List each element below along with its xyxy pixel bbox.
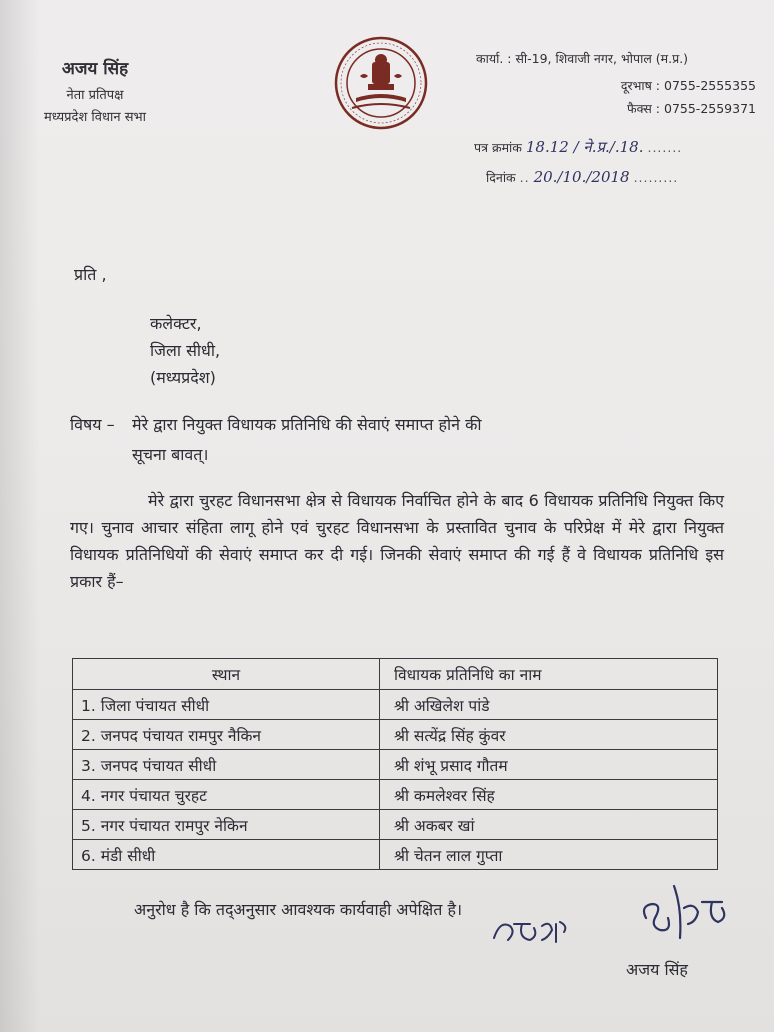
addressee-block (150, 310, 220, 391)
sender-title: नेता प्रतिपक्ष (66, 88, 124, 103)
body-paragraph (70, 487, 724, 595)
reference-dots: ....... (647, 140, 683, 155)
addressee-line-1: कलेक्टर, (150, 314, 202, 333)
representatives-table (72, 658, 718, 870)
subject-line-1: मेरे द्वारा नियुक्त विधायक प्रतिनिधि की सेवाएं समाप्त होने की (132, 415, 482, 434)
fax-label: फैक्स : (627, 101, 661, 116)
header-place: स्थान (73, 659, 380, 690)
handwritten-annotation (490, 916, 580, 946)
sender-name: अजय सिंह (61, 59, 129, 79)
place-cell: 2. जनपद पंचायत रामपुर नैकिन (73, 720, 380, 750)
addressee-line-2: जिला सीधी, (150, 341, 221, 360)
table-row (73, 750, 718, 780)
table-row (73, 810, 718, 840)
phone-number: 0755-2555355 (664, 78, 756, 93)
table-row (73, 840, 718, 870)
subject-label: विषय – (70, 415, 115, 434)
handwritten-signature (636, 878, 736, 956)
subject-block (70, 410, 730, 470)
date-line: दिनांक .. 20./10./2018 ......... (486, 168, 679, 186)
salutation: प्रति , (74, 265, 107, 284)
phone-label: दूरभाष : (620, 78, 661, 93)
place-cell: 4. नगर पंचायत चुरहट (73, 780, 380, 810)
phone-line (476, 77, 766, 94)
representative-cell: श्री चेतन लाल गुप्ता (380, 840, 718, 870)
table-row (73, 780, 718, 810)
representative-cell: श्री शंभू प्रसाद गौतम (380, 750, 718, 780)
reference-label: पत्र क्रमांक (474, 140, 522, 155)
sender-body: मध्यप्रदेश विधान सभा (43, 110, 147, 125)
representative-cell: श्री कमलेश्वर सिंह (380, 780, 718, 810)
place-cell: 5. नगर पंचायत रामपुर नेकिन (73, 810, 380, 840)
subject-line-2: सूचना बावत्। (132, 445, 209, 464)
letterhead-left (20, 56, 170, 125)
place-cell: 1. जिला पंचायत सीधी (73, 690, 380, 720)
fax-number: 0755-2559371 (664, 101, 756, 116)
representative-cell: श्री अखिलेश पांडे (380, 690, 718, 720)
closing-request: अनुरोध है कि तद्अनुसार आवश्यक कार्यवाही अपेक्षित है। (134, 900, 463, 919)
office-address: कार्या. : सी-19, शिवाजी नगर, भोपाल (म.प्र.) (476, 51, 689, 66)
representative-cell: श्री सत्येंद्र सिंह कुंवर (380, 720, 718, 750)
signer-name: अजय सिंह (626, 960, 688, 979)
reference-number-line (474, 137, 682, 157)
place-cell: 3. जनपद पंचायत सीधी (73, 750, 380, 780)
fax-line (476, 100, 766, 117)
place-cell: 6. मंडी सीधी (73, 840, 380, 870)
page-shadow (0, 0, 40, 1032)
date-label: दिनांक (486, 170, 516, 185)
header-representative: विधायक प्रतिनिधि का नाम (380, 659, 718, 690)
letter-date: 20./10./2018 (533, 168, 630, 186)
table-row (73, 690, 718, 720)
table-header-row (73, 659, 718, 690)
body-text: मेरे द्वारा चुरहट विधानसभा क्षेत्र से विधायक निर्वाचित होने के बाद 6 विधायक प्रतिनिधि नियुक्त किए गए। चुनाव आचार संहिता लागू होने एवं चुरहट विधानसभा के प्रस्तावित चुनाव के परिप्रेक्ष में मेरे द्वारा नियुक्त विधायक प्रतिनिधियों की सेवाएं समाप्त कर दी गई। जिनकी सेवाएं समाप्त की गई हैं वे विधायक प्रतिनिधि इस प्रकार हैं– (70, 491, 724, 591)
assembly-seal-icon (334, 36, 428, 130)
table-row (73, 720, 718, 750)
addressee-line-3: (मध्यप्रदेश) (150, 368, 216, 387)
letterhead-right (476, 50, 766, 117)
representative-cell: श्री अकबर खां (380, 810, 718, 840)
reference-number: 18.12 / ने.प्र./.18. (525, 138, 644, 156)
